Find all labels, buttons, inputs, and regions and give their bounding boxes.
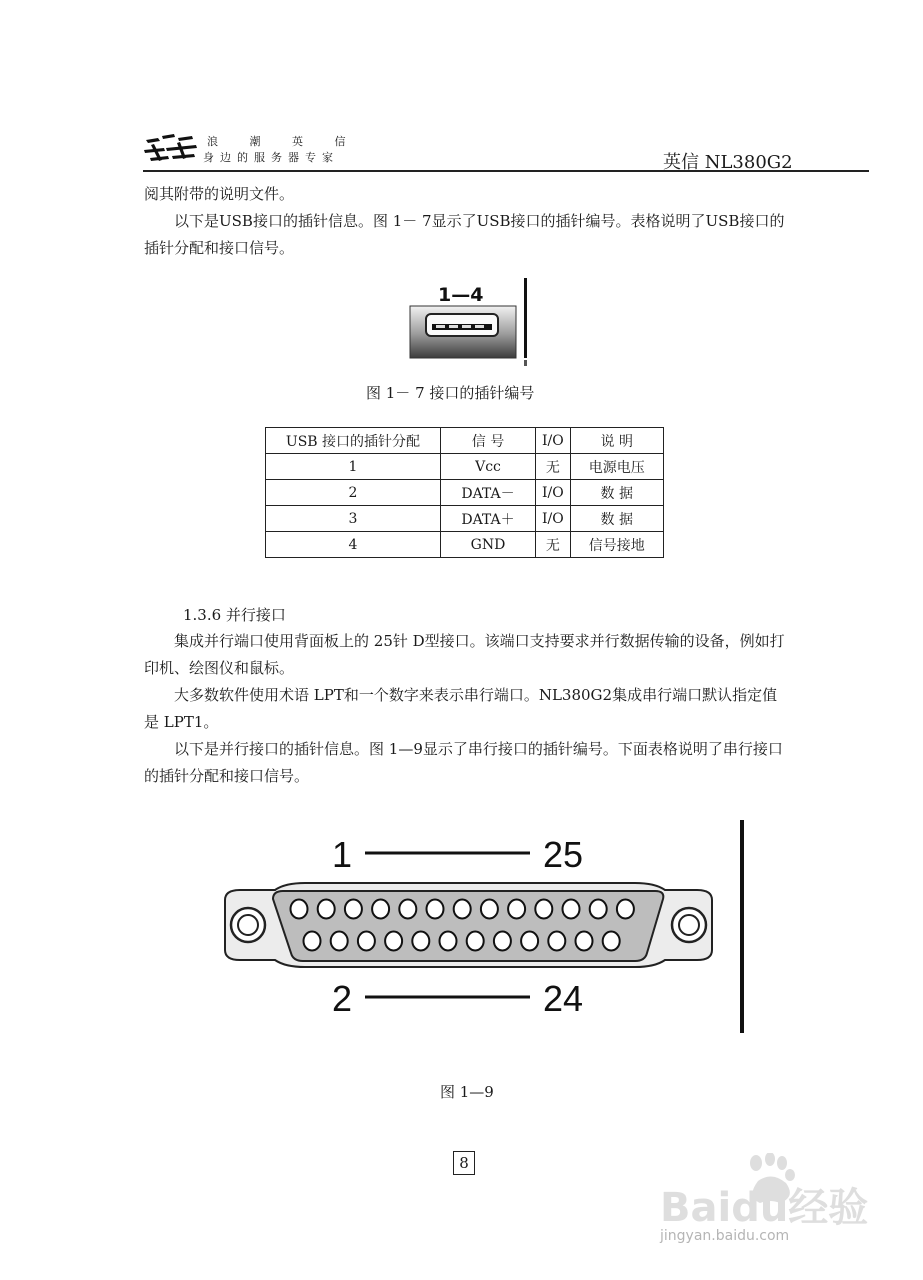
pin-label-bottom-left: 2	[332, 978, 353, 1019]
pin-hole	[440, 932, 457, 951]
usb-port-figure	[408, 278, 538, 368]
pin-hole	[331, 932, 348, 951]
pin-hole	[467, 932, 484, 951]
table-cell: I/O	[536, 480, 571, 506]
section-paragraph: 集成并行端口使用背面板上的 25针 D型接口。该端口支持要求并行数据传输的设备，例如打印机、绘图仪和鼠标。	[144, 632, 785, 677]
watermark-brand: Baidu经验	[660, 1185, 869, 1231]
section-paragraph: 大多数软件使用术语 LPT和一个数字来表示串行端口。NL380G2集成串行端口默认指定值是 LPT1。	[144, 686, 778, 731]
pin-hole	[494, 932, 511, 951]
table-cell: 数 据	[570, 506, 663, 532]
table-header-cell: I/O	[536, 428, 571, 454]
pin-label-top-right: 25	[543, 834, 584, 875]
pin-hole	[358, 932, 375, 951]
header-rule	[143, 170, 869, 172]
pin-hole	[590, 900, 607, 919]
pin-hole	[617, 900, 634, 919]
table-row	[266, 532, 664, 558]
table-cell: 信号接地	[570, 532, 663, 558]
db25-connector-figure	[215, 815, 750, 1035]
usb-figure-caption: 图 1－ 7 接口的插针编号	[366, 384, 535, 402]
table-cell: Vcc	[441, 454, 536, 480]
pin-hole	[318, 900, 335, 919]
pin-hole	[576, 932, 593, 951]
db25-figure-caption: 图 1—9	[440, 1083, 494, 1101]
header-title: 英信 NL380G2	[663, 152, 793, 173]
table-row	[266, 480, 664, 506]
pin-hole	[399, 900, 416, 919]
logo-slogan-top: 浪 潮 英 信	[207, 135, 360, 148]
table-cell: DATA－	[441, 480, 536, 506]
table-cell: 无	[536, 454, 571, 480]
intro-line: 阅其附带的说明文件。	[144, 185, 295, 203]
intro-block	[144, 181, 786, 262]
pin-hole	[304, 932, 321, 951]
pin-label-bottom-right: 24	[543, 978, 584, 1019]
table-cell: 2	[266, 480, 441, 506]
table-header-cell: 信 号	[441, 428, 536, 454]
table-row	[266, 506, 664, 532]
pin-hole	[385, 932, 402, 951]
pin-hole	[291, 900, 308, 919]
pin-hole	[372, 900, 389, 919]
section-heading: 1.3.6 并行接口	[183, 606, 286, 624]
pin-hole	[603, 932, 620, 951]
section-body	[144, 628, 786, 790]
table-cell: 1	[266, 454, 441, 480]
table-cell: I/O	[536, 506, 571, 532]
section-paragraph: 以下是并行接口的插针信息。图 1—9显示了串行接口的插针编号。下面表格说明了串行接口的插针分配和接口信号。	[144, 740, 783, 785]
table-cell: 数 据	[570, 480, 663, 506]
table-header-row	[266, 428, 664, 454]
table-cell: 4	[266, 532, 441, 558]
pin-hole	[454, 900, 471, 919]
pin-hole	[521, 932, 538, 951]
pin-hole	[345, 900, 362, 919]
pin-hole	[548, 932, 565, 951]
logo-slogan-bottom: 身边的服务器专家	[203, 151, 339, 164]
usb-pin-label: 1—4	[438, 284, 484, 306]
usb-pin-table	[265, 427, 664, 558]
pin-hole	[412, 932, 429, 951]
pin-hole	[481, 900, 498, 919]
table-cell: 电源电压	[570, 454, 663, 480]
table-row	[266, 454, 664, 480]
table-header-cell: USB 接口的插针分配	[266, 428, 441, 454]
table-cell: GND	[441, 532, 536, 558]
table-cell: 无	[536, 532, 571, 558]
pin-hole	[563, 900, 580, 919]
usb-description: 以下是USB接口的插针信息。图 1－ 7显示了USB接口的插针编号。表格说明了USB接口的插针分配和接口信号。	[144, 212, 785, 257]
inspur-logo	[144, 132, 200, 166]
watermark-url: jingyan.baidu.com	[660, 1228, 790, 1244]
pin-hole	[535, 900, 552, 919]
page-number: 8	[453, 1151, 475, 1175]
table-cell: DATA＋	[441, 506, 536, 532]
table-cell: 3	[266, 506, 441, 532]
pin-hole	[427, 900, 444, 919]
pin-label-top-left: 1	[332, 834, 353, 875]
pin-hole	[508, 900, 525, 919]
table-header-cell: 说 明	[570, 428, 663, 454]
